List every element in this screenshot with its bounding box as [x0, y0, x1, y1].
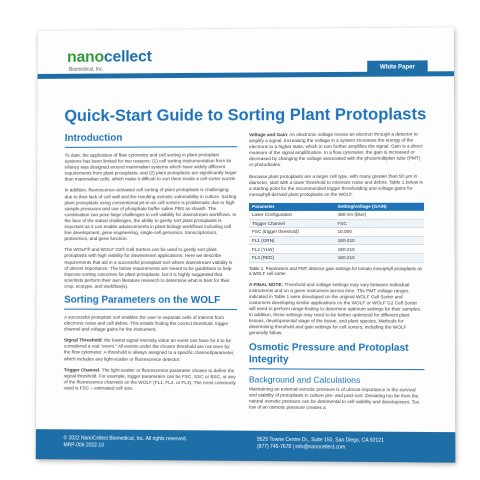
table-header-cell: Setting/voltage (GAIN): [335, 203, 424, 211]
final-note-text: Threshold and voltage settings may vary between individual instruments and on a given instrument across time. The PMT voltage ranges indicated in Table 1 were developed on the original WOLF Cell Sorter and customers developing similar applications on the WOLF or WOLF G2 Cell Sorter will need to perform range-finding to determine optimum settings for their samples. In addition, these settings may need to be further optimized for different plant tissues, developmental stage of the tissue, and plant species. Methods for determining threshold and gain settings for cell sorters, including the WOLF generally follow.: [248, 281, 422, 336]
signal-threshold-paragraph: [64, 338, 237, 363]
introduction-heading: Introduction: [64, 132, 123, 144]
background-calculations-heading: Background and Calculations: [248, 373, 361, 385]
table-row: [249, 211, 424, 219]
white-paper-page: [36, 27, 456, 462]
sorting-parameters-heading: Sorting Parameters on the WOLF: [64, 294, 221, 306]
table-cell: 180-210: [335, 245, 425, 254]
protoplast-size-paragraph: Because plant protoplasts are a larger cell type, with many greater than 50 µm in diameter, start with a lower threshold to minimize noise and debris. Table 1 below is a starting point for the recommended trigger thresholding and voltage gains for mesophyll-derived plant protoplasts on the WOLF.: [249, 173, 423, 197]
final-note-label: A FINAL NOTE:: [248, 281, 284, 287]
voltage-gain-paragraph: [249, 131, 424, 168]
settings-table: [249, 203, 424, 263]
intro-paragraph-1: To date, the application of flow cytometry and cell sorting in plant protoplast systems has been limited for two reasons: (1) cell sorting instrumentation from its infancy was designed around mammalian systems which have widely different requirements from plant protoplasts; and (2) plant protoplasts are significantly larger than mammalian cells, which make it difficult to sort them inside a cell sorter nozzle.: [64, 152, 237, 182]
logo-cellect-text: cellect: [103, 48, 152, 66]
document-title: Quick-Start Guide to Sorting Plant Protoplasts: [64, 105, 427, 126]
trigger-channel-text: : The light-scatter or fluorescence parameter chosen to define the signal threshold. For example, trigger parameters can be FSC, SSC or BSC, or any of the fluorescence channels on the WOLF (FL1, FL2, or FL3). The most commonly used is FSC – estimated cell size.: [63, 367, 236, 391]
table-row: [249, 228, 424, 237]
nanocellect-logo: [67, 49, 152, 72]
table-cell: 10,000: [335, 228, 425, 237]
heading-rule: [64, 309, 237, 310]
signal-threshold-text: : the lowest signal intensity value an event can have for it to be considered a real "event." All events under the chosen threshold are not seen by the flow cytometer. A threshold is always assigned to a specific channel/parameter, which includes any light-scatter or fluorescence detector.: [63, 337, 235, 362]
heading-rule: [65, 146, 237, 148]
table-header-row: [249, 203, 424, 211]
table-cell: Trigger Channel: [249, 219, 335, 228]
intro-paragraph-2: In addition, fluorescence-activated cell sorting of plant protoplasts is challenging due to their lack of cell wall and the resulting osmotic vulnerability in culture. Sorting plant protoplasts using conventional jet-in-air cell sorters is problematic due to high sample pressures and use of phosphate buffer saline PBS as sheath. The combination can pose large challenges to cell viability for downstream workflows. In the face of the stated challenges, the ability to gently sort plant protoplasts is important as it can enable advancements in plant biology workflows including cell line development, gene engineering, single-cell genomics, transcriptomics, proteomics, and gene function.: [64, 187, 237, 242]
intro-paragraph-3: The WOLF® and WOLF G2® Cell Sorters can be used to gently sort plant protoplasts with high viability for downstream applications. Here we describe requirements that aid in a successful protoplast sort where downstream viability is of utmost importance. The below requirements are meant to be guidelines to help improve sorting outcomes for plant protoplasts, but it is highly suggested that scientists perform their own literature research to determine what is best for their crop, ecotype, and workflow(s).: [64, 247, 233, 289]
table-caption: Table 1. Parameters and PMT detector gain settings for tomato mesophyll protoplasts on a WOLF cell sorter.: [248, 265, 423, 277]
table-row: [249, 245, 424, 254]
table-cell: FL3 (RED): [249, 253, 335, 262]
background-paragraph: Maintaining an external osmotic pressure is of utmost importance in the survival and stability of protoplasts in culture pre- and post-sort. Deviating too far from the natural osmotic pressure can be detrimental to cell viability and development. Too low of an osmotic pressure creates a: [248, 385, 420, 410]
footer-left: [64, 435, 187, 450]
table-header-cell: Parameter: [249, 203, 335, 211]
final-note-paragraph: [249, 282, 424, 338]
table-cell: FL2 (YLW): [249, 245, 335, 254]
signal-threshold-label: Signal Threshold: [63, 337, 102, 343]
heading-rule: [249, 368, 425, 370]
trigger-channel-paragraph: [64, 367, 237, 392]
osmotic-pressure-heading: Osmotic Pressure and Protoplast Integrity: [248, 341, 409, 366]
address-text: 9525 Towne Centre Dr., Suite 150, San Diego, CA 92121: [256, 436, 384, 444]
document-code: MRP-006 2022-10: [63, 442, 105, 449]
table-cell: Laser Configuration: [249, 211, 335, 219]
table-cell: 180-210: [335, 236, 425, 245]
voltage-gain-label: Voltage and Gain: [249, 132, 287, 138]
table-cell: FL1 (GRN): [249, 236, 335, 245]
trigger-channel-label: Trigger Channel: [63, 367, 100, 373]
table-cell: 180-210: [335, 253, 425, 262]
logo-nano-text: nano: [67, 48, 104, 66]
table-cell: FSC (trigger threshold): [249, 228, 335, 237]
table-row: [249, 219, 424, 228]
table-cell: FSC: [335, 219, 425, 228]
voltage-gain-text: : An electronic voltage moves an electron through a detector to amplify a signal. Increasing the voltage in a system increases the energy of the electrons to a higher state, which in turn further amplifies the signal. Gain is a direct measure of the signal amplification. In a flow cytometer, the gain is increased or decreased by changing the voltage associated with the photomultiplier tube (PMT) or photodiodes.: [249, 131, 423, 168]
footer-right: [257, 437, 384, 452]
params-paragraph: A successful protoplast sort enables the user to separate cells of interest from electronic noise and cell debris. This entails finding the correct threshold, trigger channel and voltage gains for the instrument.: [64, 314, 229, 332]
table-cell: 488 nm (blue): [335, 211, 425, 219]
left-column: [64, 132, 237, 397]
logo-subtitle: Biomedical, Inc.: [69, 66, 104, 73]
contact-text: (877) 745-7678 | info@nanocellect.com: [256, 443, 346, 451]
table-row: [249, 253, 424, 262]
copyright-text: © 2022 NanoCellect Biomedical, Inc. All rights reserved.: [63, 435, 187, 443]
right-column: [249, 131, 425, 416]
table-row: [249, 236, 424, 245]
footer-band: [36, 429, 456, 463]
white-paper-tag: White Paper: [367, 60, 428, 75]
